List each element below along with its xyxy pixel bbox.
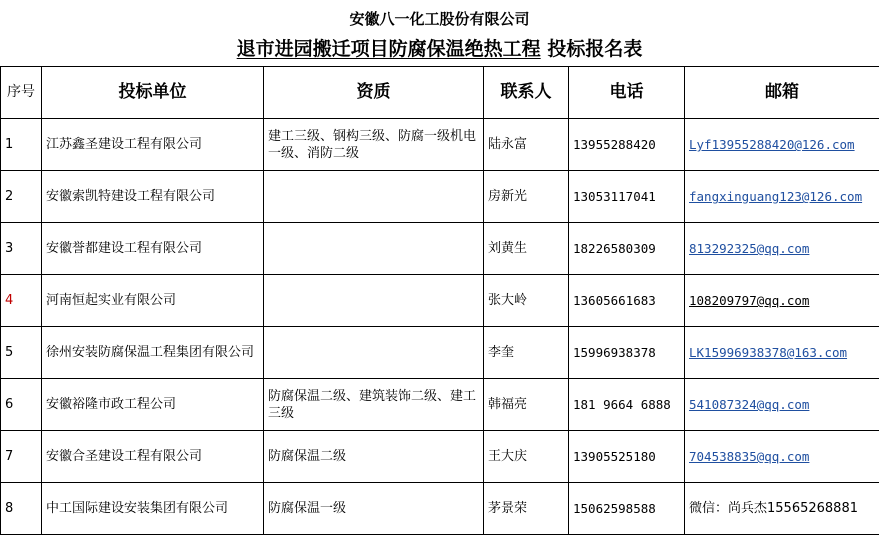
- table-row: [1, 327, 879, 379]
- header-phone: 电话: [569, 67, 685, 119]
- table-header-row: [1, 67, 879, 119]
- row-qualification: 防腐保温一级: [264, 483, 484, 535]
- row-no: 6: [1, 379, 42, 431]
- row-contact: 房新光: [484, 171, 569, 223]
- row-qualification: 防腐保温二级: [264, 431, 484, 483]
- row-phone: 181 9664 6888: [569, 379, 685, 431]
- email-link[interactable]: Lyf13955288420@126.com: [689, 137, 855, 152]
- row-contact: 茅景荣: [484, 483, 569, 535]
- row-contact: 王大庆: [484, 431, 569, 483]
- row-qualification: [264, 171, 484, 223]
- table-row: [1, 119, 879, 171]
- email-link[interactable]: 813292325@qq.com: [689, 241, 810, 256]
- row-phone: 18226580309: [569, 223, 685, 275]
- table-row: [1, 275, 879, 327]
- row-email[interactable]: [685, 431, 879, 483]
- row-company: 江苏鑫圣建设工程有限公司: [42, 119, 264, 171]
- email-link[interactable]: LK15996938378@163.com: [689, 345, 848, 360]
- row-contact: 韩福亮: [484, 379, 569, 431]
- row-phone: 13605661683: [569, 275, 685, 327]
- project-title: 退市进园搬迁项目防腐保温绝热工程: [236, 38, 541, 60]
- company-title: 安徽八一化工股份有限公司: [349, 10, 530, 28]
- email-link[interactable]: 704538835@qq.com: [689, 449, 810, 464]
- row-qualification: [264, 327, 484, 379]
- row-contact: 张大岭: [484, 275, 569, 327]
- row-email[interactable]: [685, 379, 879, 431]
- email-link[interactable]: 541087324@qq.com: [689, 397, 810, 412]
- row-email[interactable]: [685, 119, 879, 171]
- row-company: 安徽索凯特建设工程有限公司: [42, 171, 264, 223]
- row-no: 4: [1, 275, 42, 327]
- row-company: 徐州安装防腐保温工程集团有限公司: [42, 327, 264, 379]
- row-email[interactable]: [685, 327, 879, 379]
- row-email[interactable]: [685, 223, 879, 275]
- row-qualification: 防腐保温二级、建筑装饰二级、建工三级: [264, 379, 484, 431]
- table-row: [1, 483, 879, 535]
- header-company: 投标单位: [42, 67, 264, 119]
- table-row: [1, 431, 879, 483]
- row-no: 8: [1, 483, 42, 535]
- row-qualification: [264, 223, 484, 275]
- row-no: 2: [1, 171, 42, 223]
- row-no: 7: [1, 431, 42, 483]
- header-email: 邮箱: [685, 67, 879, 119]
- row-qualification: 建工三级、钢构三级、防腐一级机电一级、消防二级: [264, 119, 484, 171]
- table-row: [1, 171, 879, 223]
- table-row: [1, 223, 879, 275]
- email-link[interactable]: fangxinguang123@126.com: [689, 189, 863, 204]
- form-suffix: 投标报名表: [547, 38, 643, 60]
- row-phone: 15996938378: [569, 327, 685, 379]
- row-contact: 李奎: [484, 327, 569, 379]
- row-email[interactable]: [685, 171, 879, 223]
- row-company: 安徽誉都建设工程有限公司: [42, 223, 264, 275]
- row-phone: 13905525180: [569, 431, 685, 483]
- table-row: [1, 379, 879, 431]
- row-phone: 13955288420: [569, 119, 685, 171]
- row-no: 5: [1, 327, 42, 379]
- row-qualification: [264, 275, 484, 327]
- header-contact: 联系人: [484, 67, 569, 119]
- form-title: [0, 36, 879, 62]
- row-email: 微信：尚兵杰15565268881: [685, 483, 879, 535]
- row-no: 1: [1, 119, 42, 171]
- row-contact: 刘黄生: [484, 223, 569, 275]
- row-phone: 15062598588: [569, 483, 685, 535]
- row-company: 河南恒起实业有限公司: [42, 275, 264, 327]
- row-phone: 13053117041: [569, 171, 685, 223]
- row-email: 108209797@qq.com: [685, 275, 879, 327]
- row-company: 安徽合圣建设工程有限公司: [42, 431, 264, 483]
- header-qualification: 资质: [264, 67, 484, 119]
- registration-table: [0, 66, 879, 535]
- row-company: 中工国际建设安装集团有限公司: [42, 483, 264, 535]
- row-company: 安徽裕隆市政工程公司: [42, 379, 264, 431]
- row-no: 3: [1, 223, 42, 275]
- header-seq: 序号: [1, 67, 42, 119]
- row-contact: 陆永富: [484, 119, 569, 171]
